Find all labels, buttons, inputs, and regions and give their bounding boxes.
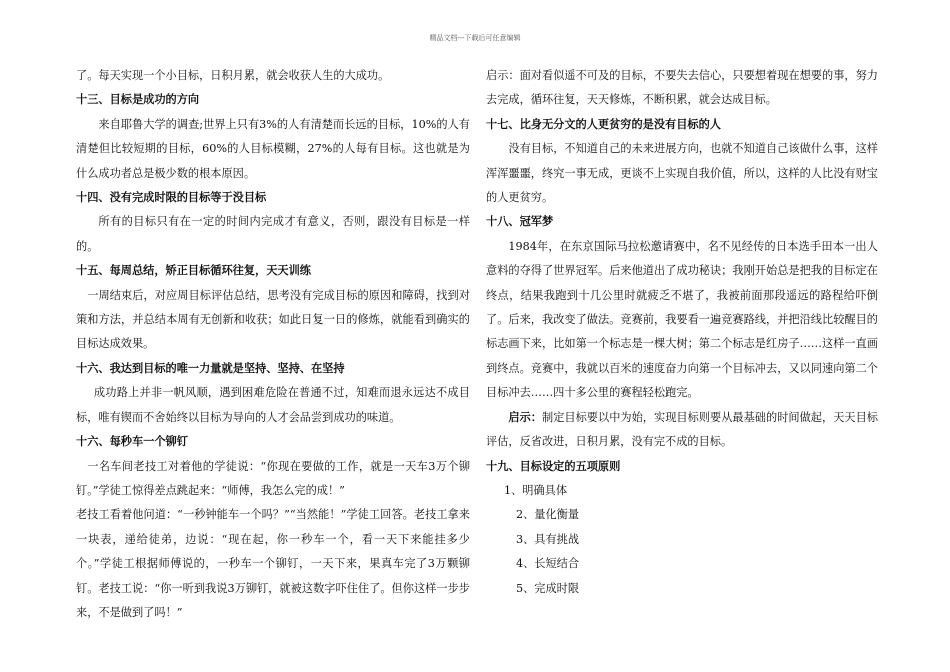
section-heading: 十九、目标设定的五项原则 [486, 459, 621, 473]
list-item: 4、长短结合 [516, 557, 580, 571]
section-heading: 十三、目标是成功的方向 [76, 93, 200, 107]
paragraph: 了。每天实现一个小目标，日积月累，就会收获人生的大成功。 [76, 69, 390, 82]
section-heading: 十四、没有完成时限的目标等于没目标 [76, 191, 267, 205]
paragraph: 一周结束后，对应周目标评估总结，思考没有完成目标的原因和障碍，找到对策和方法，并总结本周有无创新和收获；如此日复一日的修炼，就能看到确实的目标达成效果。 [76, 288, 470, 351]
paragraph [486, 406, 878, 455]
section-heading: 十六、我达到目标的唯一力量就是坚持、坚持、在坚持 [76, 361, 345, 375]
paragraph: 没有目标，不知道自己的未来进展方向，也就不知道自己该做什么事，这样浑浑噩噩，终究一事无成，更谈不上实现自我价值，所以，这样的人比没有财宝的人更贫穷。 [486, 142, 878, 205]
list-item: 3、具有挑战 [516, 532, 580, 546]
paragraph: 启示：面对看似遥不可及的目标，不要失去信心，只要想着现在想要的事，努力去完成，循环往复，天天修炼，不断积累，就会达成目标。 [486, 69, 878, 107]
paragraph: 成功路上并非一帆风顺，遇到困难危险在普通不过，知难而退永远达不成目标，唯有锲而不舍始终以目标为导向的人才会品尝到成功的味道。 [76, 386, 470, 424]
paragraph-text: 制定目标要以中为始，实现目标则要从最基础的时间做起，天天目标评估，反省改进，日积月累，没有完不成的目标。 [486, 410, 878, 449]
right-column [486, 64, 878, 601]
section-heading: 十五、每周总结，矫正目标循环往复，天天训练 [76, 264, 311, 278]
page-header: 精品文档---下载后可任意编辑 [429, 34, 521, 42]
lead-label: 启示： [508, 410, 542, 424]
paragraph: 来自耶鲁大学的调查;世界上只有3%的人有清楚而长远的目标，10%的人有清楚但比较短期的目标，60%的人目标模糊，27%的人每有目标。这也就是为什么成功者总是极少数的根本原因。 [76, 117, 470, 180]
list-item: 1、明确具体 [504, 483, 568, 497]
paragraph: 所有的目标只有在一定的时间内完成才有意义，否则，跟没有目标是一样的。 [76, 215, 470, 253]
section-heading: 十七、比身无分文的人更贫穷的是没有目标的人 [486, 117, 721, 131]
paragraph: 老技工看着他问道：“一秒钟能车一个吗？”“当然能！”学徒工回答。老技工拿来一块表，递给徒弟，边说：“现在起，你一秒车一个，看一天下来能挂多少个。”学徒工根据师傅说的，一秒车一个铆钉，一天下来，果真车完了3万颗铆钉。老技工说：“你一听到我说3万铆钉，就被这数字吓住住了。但你这样一步步来，不是做到了吗！” [76, 508, 470, 619]
left-column [76, 64, 470, 625]
list-item: 2、量化衡量 [516, 508, 580, 522]
list-item: 5、完成时限 [516, 581, 580, 595]
section-heading: 十六、每秒车一个铆钉 [76, 435, 188, 449]
section-heading: 十八、冠军梦 [486, 215, 554, 229]
paragraph: 一名车间老技工对着他的学徒说：“你现在要做的工作，就是一天车3万个铆钉。”学徒工惊得差点跳起来：“师傅，我怎么完的成！” [76, 459, 470, 497]
paragraph: 1984年，在东京国际马拉松邀请赛中，名不见经传的日本选手田本一出人意料的夺得了世界冠军。后来他道出了成功秘诀；我刚开始总是把我的目标定在终点，结果我跑到十几公里时就疲乏不堪了，我被前面那段遥远的路程给吓倒了。后来，我改变了做法。竞赛前，我要看一遍竞赛路线，并把沿线比较醒目的标志画下来，比如第一个标志是一棵大树；第二个标志是红房子……这样一直画到终点。竞赛中，我就以百米的速度奋力向第一个目标冲去，又以同速向第二个目标冲去……四十多公里的赛程轻松跑完。 [486, 239, 878, 400]
